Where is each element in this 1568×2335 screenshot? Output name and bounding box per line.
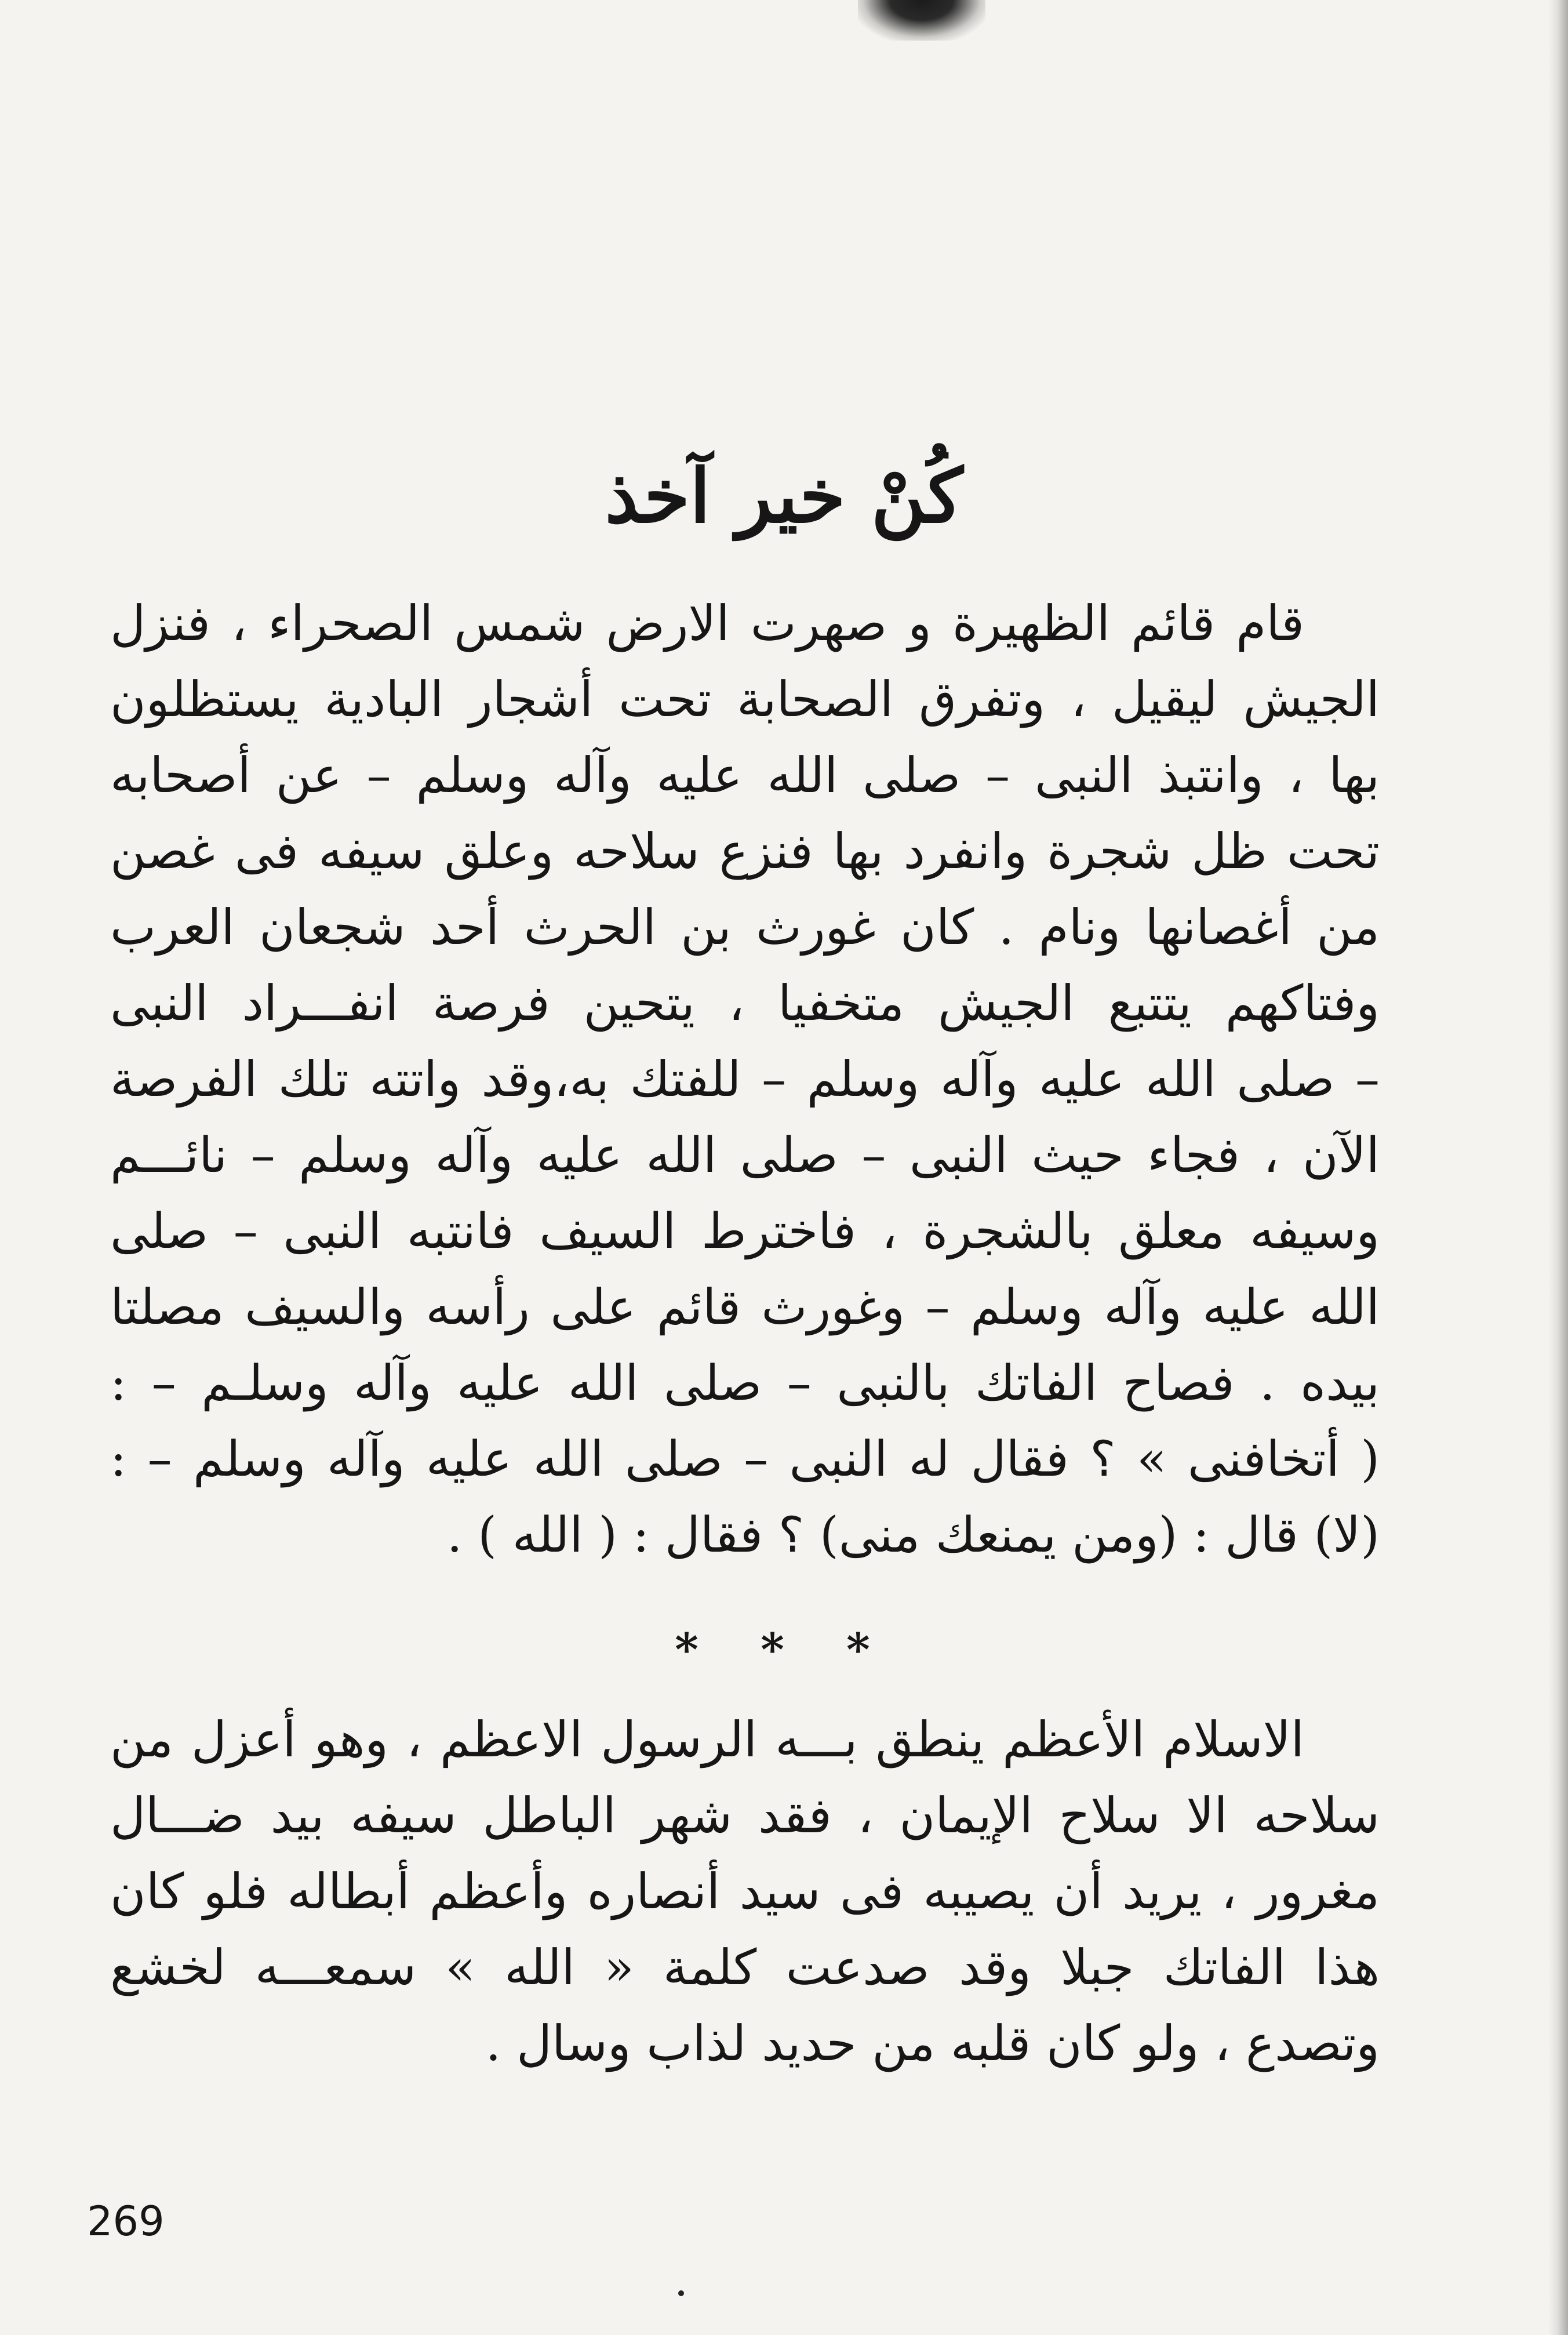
text-line: بيده . فصاح الفاتك بالنبى – صلى الله عليه وآله وسلـم – :: [110, 1354, 1380, 1411]
text-line: ( أتخافنى » ؟ فقال له النبى – صلى الله عليه وآله وسلم – :: [110, 1430, 1380, 1487]
text-line: الجيش ليقيل ، وتفرق الصحابة تحت أشجار البادية يستظلون: [110, 671, 1380, 728]
scan-artifact-right-edge: [1548, 0, 1568, 2335]
text-line: مغرور ، يريد أن يصيبه فى سيد أنصاره وأعظم أبطاله فلو كان: [110, 1863, 1380, 1920]
text-line: وتصدع ، ولو كان قلبه من حديد لذاب وسال .: [485, 2015, 1380, 2072]
text-line: وسيفه معلق بالشجرة ، فاخترط السيف فانتبه النبى – صلى: [110, 1203, 1380, 1259]
paragraph-story: [110, 586, 1380, 1573]
text-line: – صلى الله عليه وآله وسلم – للفتك به،وقد واتته تلك الفرصة: [110, 1051, 1380, 1107]
text-line: الله عليه وآله وسلم – وغورث قائم على رأسه والسيف مصلتا: [110, 1279, 1380, 1335]
text-line: هذا الفاتك جبلا وقد صدعت كلمة « الله » سمعـــه لخشع: [110, 1939, 1380, 1996]
text-line: من أغصانها ونام . كان غورث بن الحرث أحد شجعان العرب: [110, 899, 1380, 956]
text-line: سلاحه الا سلاح الإيمان ، فقد شهر الباطل سيفه بيد ضـــال: [110, 1787, 1380, 1844]
text-line: (لا) قال : (ومن يمنعك منى) ؟ فقال : ( الله ) .: [446, 1506, 1380, 1563]
paragraph-commentary: [110, 1702, 1380, 2082]
page-number: 269: [87, 2198, 165, 2245]
text-line: بها ، وانتبذ النبى – صلى الله عليه وآله وسلم – عن أصحابه: [110, 747, 1380, 804]
text-line: قام قائم الظهيرة و صهرت الارض شمس الصحراء ، فنزل: [110, 595, 1304, 652]
text-line: الآن ، فجاء حيث النبى – صلى الله عليه وآله وسلم – نائـــم: [110, 1127, 1380, 1183]
section-separator: * * *: [675, 1624, 893, 1676]
text-line: وفتاكهم يتتبع الجيش متخفيا ، يتحين فرصة انفـــراد النبى: [110, 975, 1380, 1032]
page-title: كُنْ خير آخذ: [605, 453, 963, 540]
text-line: الاسلام الأعظم ينطق بـــه الرسول الاعظم ، وهو أعزل من: [110, 1711, 1304, 1768]
scan-artifact-top: [858, 0, 985, 41]
scan-artifact-dot: [678, 2290, 684, 2296]
text-line: تحت ظل شجرة وانفرد بها فنزع سلاحه وعلق سيفه فى غصن: [110, 823, 1380, 880]
